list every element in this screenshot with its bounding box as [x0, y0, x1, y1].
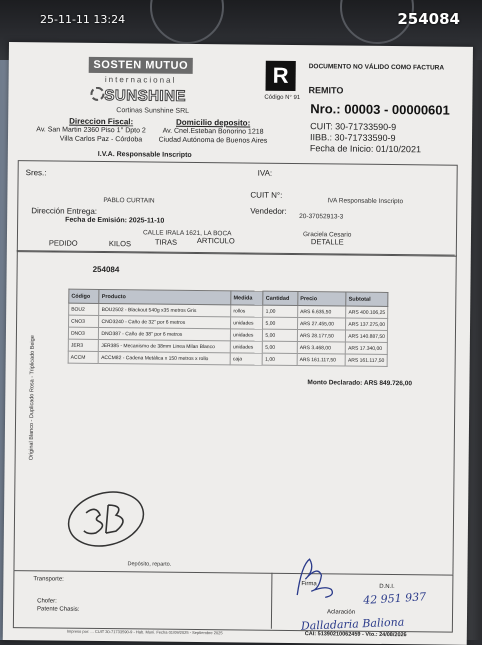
plate-label: Patente Chasis:	[37, 606, 80, 613]
cell-medida: unidades	[231, 329, 263, 341]
iva-status: I.V.A. Responsable Inscripto	[97, 150, 192, 159]
column-detalle: DETALLE	[310, 237, 344, 247]
brand-logo-box: SOSTEN MUTUO	[89, 57, 193, 74]
company-iibb: IIBB.: 30-71733590-9	[309, 132, 396, 144]
declared-total: Monto Declarado: ARS 849.726,00	[307, 379, 413, 388]
sun-icon	[90, 87, 104, 101]
cell-producto: DNO387 - Caño de 38" por 6 metros	[99, 327, 231, 340]
remito-document	[3, 42, 473, 645]
deposit-note: Depósito, reparto.	[127, 561, 172, 568]
copies-side-text: Original Blanco - Duplicado Rosa - Triplicado Beige	[28, 335, 36, 461]
document-code: Código N° 91	[264, 94, 301, 102]
handwritten-dni: 42 951 937	[362, 590, 427, 607]
cell-precio: ARS 6.635,50	[298, 306, 346, 319]
client-name: PABLO CURTAIN	[103, 196, 155, 205]
seller-label: Vendedor:	[250, 206, 287, 216]
cell-producto: ACCM82 - Cadena Metálica x 150 metros x rollo	[99, 351, 231, 364]
client-cuit-label: CUIT N°:	[250, 190, 283, 200]
column-articulo: ARTICULO	[196, 235, 235, 246]
brand-sunshine-logo: SUNSHINE	[104, 87, 187, 105]
cell-cantidad: 1,00	[263, 305, 298, 317]
cell-precio: ARS 27.455,00	[297, 318, 345, 331]
company-start-date: Fecha de Inicio: 01/10/2021	[309, 143, 422, 155]
th-medida: Medida	[231, 291, 263, 305]
clarification-label: Aclaración	[327, 609, 356, 616]
cell-subtotal: ARS 17.340,00	[346, 342, 388, 354]
handwritten-3b-mark	[62, 485, 153, 556]
cell-cantidad: 5,00	[263, 317, 298, 329]
handwritten-signature	[289, 551, 350, 602]
document-type: REMITO	[308, 85, 344, 96]
cell-subtotal: ARS 140.887,50	[346, 330, 388, 342]
cell-precio: ARS 3.468,00	[297, 342, 345, 355]
cell-precio: ARS 161.117,50	[297, 354, 345, 367]
cell-producto: CNO3240 - Caño de 32" por 6 metros	[99, 315, 231, 328]
cell-precio: ARS 28.177,50	[297, 330, 345, 343]
fiscal-address-title: Direccion Fiscal:	[69, 116, 134, 127]
fiscal-address-block	[36, 116, 146, 144]
cell-cantidad: 1,00	[263, 353, 298, 365]
th-producto: Producto	[99, 289, 231, 304]
cell-codigo: JER3	[68, 339, 99, 351]
photo-timestamp: 25-11-11 13:24	[40, 13, 126, 26]
column-pedido: PEDIDO	[48, 238, 78, 248]
deposit-address-block	[148, 117, 278, 145]
cell-medida: rollos	[231, 305, 263, 317]
delivery-address-value: CALLE IRALA 1621, LA BOCA	[142, 229, 232, 238]
cell-codigo: DNO3	[68, 327, 99, 339]
handwritten-clarification: Dalladaria Baliona	[300, 615, 405, 633]
th-subtotal: Subtotal	[346, 292, 388, 306]
cell-cantidad: 5,00	[263, 341, 298, 353]
cell-subtotal: ARS 400.106,25	[346, 306, 388, 318]
transport-label: Transporte:	[33, 576, 64, 583]
th-cantidad: Cantidad	[263, 291, 298, 305]
client-sres-label: Sres.:	[25, 168, 47, 178]
cell-medida: caja	[230, 353, 262, 365]
company-name: Cortinas Sunshine SRL	[116, 107, 190, 115]
document-letter-box: R	[266, 61, 296, 91]
print-info: Impreso por: ... CUIT 30-71733590-9 - Hab. Muni. Fecha 01/09/2025 - Septiembre 2025	[66, 628, 223, 636]
cell-cantidad: 5,00	[263, 329, 298, 341]
column-kilos: KILOS	[108, 239, 132, 249]
delivery-address-label: Dirección Entrega:	[31, 206, 98, 216]
fiscal-address-line2: Villa Carlos Paz - Córdoba	[59, 135, 143, 144]
cell-codigo: BOU2	[69, 303, 100, 315]
company-fiscal-info	[310, 121, 421, 155]
cell-producto: JER385 - Mecanismo de 38mm Linea Milan Blanco	[99, 339, 231, 352]
driver-label: Chofer:	[37, 598, 57, 605]
column-tiras: TIRAS	[154, 237, 178, 247]
client-cuit-value: 20-37052913-3	[299, 213, 344, 221]
deposit-address-line2: Ciudad Autónoma de Buenos Aires	[158, 136, 268, 145]
document-number: Nro.: 00003 - 00000601	[310, 101, 450, 118]
cell-medida: unidades	[230, 341, 262, 353]
client-iva-value: IVA Responsable Inscripto	[327, 197, 404, 206]
company-cuit: CUIT: 30-71733590-9	[310, 121, 397, 133]
cell-producto: BOU2502 - Blackout 540g x35 metros Gris	[99, 303, 231, 316]
photo-id: 254084	[397, 10, 460, 28]
th-precio: Precio	[298, 292, 347, 307]
client-iva-label: IVA:	[257, 168, 273, 178]
th-codigo: Código	[69, 289, 100, 303]
items-table	[68, 289, 389, 367]
issue-date: Fecha de Emisión: 2025-11-10	[65, 216, 165, 225]
signature-label: Firma	[301, 581, 317, 588]
fiscal-address-line1: Av. San Martin 2360 Piso 1° Dpto 2	[36, 126, 146, 135]
deposit-address-line1: Av. Cnel.Esteban Bonorino 1218	[162, 127, 264, 136]
cell-codigo: ACCM	[68, 351, 99, 363]
dni-label: D.N.I.	[379, 583, 395, 591]
order-number: 254084	[92, 264, 120, 275]
cell-subtotal: ARS 137.275,00	[346, 318, 388, 330]
cell-codigo: CNO3	[69, 315, 100, 327]
cell-subtotal: ARS 161.117,50	[345, 354, 387, 366]
deposit-address-title: Domicilio deposito:	[175, 117, 251, 128]
not-valid-notice: DOCUMENTO NO VÁLIDO COMO FACTURA	[308, 63, 445, 72]
brand-logo-subtitle: internacional	[104, 75, 177, 85]
client-contact: Graciela Cesario	[302, 231, 352, 239]
speedometer-gauge	[150, 0, 224, 44]
cai-code: CAI: 51390210062459 - Vto.: 24/08/2026	[304, 631, 407, 639]
cell-medida: unidades	[231, 317, 263, 329]
